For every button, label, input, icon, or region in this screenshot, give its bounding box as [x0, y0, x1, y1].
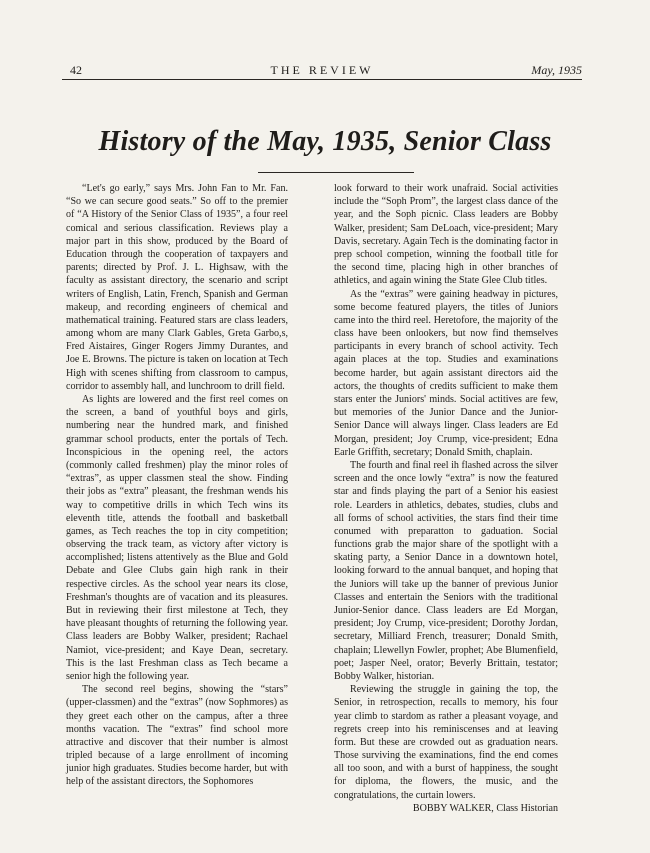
title-rule: [258, 172, 414, 173]
paragraph: look forward to their work unafraid. Social activities include the “Soph Prom”, the largest class dance of the year, and the Soph picnic. Class leaders are Bobby Walker, president; Sam DeLoach, vice-president; Mary Davis, secretary. Again Tech is the dominating factor in prep school competion, winning the football title for the second time, placing high in other branches of athletics, and again wining the State Glee Club titles.: [334, 183, 558, 287]
paragraph: As lights are lowered and the first reel comes on the screen, a band of youthful boys and girls, numbering near the hundred mark, and finished grammar school products, enter the portals of Tech. Inconspicious in the opening reel, the actors (commonly called freshmen) play the minor roles of “extras”, as upper classmen steal the show. Finding their jobs as “extra” pleasant, the freshman wends his way to competitive drills in which Tech wins its eleventh title, attends the football and basketball games, as Tech reaches the top in city competition; observing the track team, as victory after victory is accomplished; listens attentively as the Blue and Gold Debate and Glee Clubs gain high rank in their respective circles. As the school year nears its close, Freshman's thoughts are of vacation and its pleasures. But in reviewing their first milestone at Tech, they have pleasant thoughts of returning the following year. Class leaders are Bobby Walker, president; Rachael Namiot, vice-president; and Kaye Dean, secretary. This is the last Freshman class as Tech became a senior high the following year.: [66, 394, 288, 682]
paragraph: The second reel begins, showing the “stars” (upper-classmen) and the “extras” (now Sophmores) as they greet each other on the campus, after a three months vacation. The “extras” find school more attractive and discover that their number is almost tripled because of a large enrollment of incoming junior high graduates. Studies become harder, but with help of the assistant directors, the Sophomores: [66, 684, 288, 788]
issue-date: May, 1935: [531, 63, 582, 77]
publication-title: THE REVIEW: [270, 63, 374, 77]
paragraph: Reviewing the struggle in gaining the top, the Senior, in retrospection, recalls to memory, his four year climb to stardom as rather a pleasant voyage, and regrets creep into his reminiscenses and at leaving form. But these are crowded out as graduation nears. Those surviving the examinations, find the end comes all too soon, and with a burst of happiness, the sought for diploma, the flowers, the music, and the congratulations, the curtain lowers.: [334, 684, 558, 801]
article-title: History of the May, 1935, Senior Class: [98, 126, 552, 157]
header-rule: [62, 79, 582, 80]
paragraph: “Let's go early,” says Mrs. John Fan to Mr. Fan. “So we can secure good seats.” So off to the premier of “A History of the Senior Class of 1935”, a four reel comical and serious classification. Reviews play a major part in this show, produced by the Board of Education through the cooperation of taxpayers and parents; directed by Prof. J. L. Highsaw, with the faculty as assistant directory, the scenario and script writers of English, Latin, French, Spanish and German makeup, and recording engineers of chemical and mathematical training. Featured stars are class leaders, among whom are many Clark Gables, Greta Garbo,s, Fred Aistaires, Ginger Rogers Jimmy Durantes, and Joe E. Browns. The picture is taken on location at Tech High with scenes shifting from classroom to campus, corridor to assembly hall, and lunchroom to drill field.: [66, 183, 288, 392]
left-column: [66, 182, 288, 789]
author-signature: BOBBY WALKER, Class Historian: [412, 802, 558, 814]
paragraph: As the “extras” were gaining headway in pictures, some become featured players, the titles of Juniors came into the third reel. Heretofore, the majority of the class have been onlookers, but now find themselves participants in every branch of school activity. Tech again places at the top. Studies and examinations become harder, but again assistant directors aid the actors, the thoughts of credits sufficient to make them stars enter the Juniors' minds. Social actitives are few, but memories of the Junior Dance and the Junior-Senior Dance will always linger. Class leaders are Ed Morgan, president; Joy Crump, vice-president; Edna Earle Griffith, secretary; Donald Smith, chaplain.: [334, 288, 558, 458]
page-header: [62, 63, 582, 77]
page-number: 42: [70, 63, 82, 77]
paragraph: The fourth and final reel ih flashed across the silver screen and the once lowly “extra” is now the featured star and finds playing the part of a Senior his easiest role. Learders in athletics, debates, studies, clubs and all forms of school activities, the stars find their time conumed with preparatton to gaduation. Social functions grab the major share of the spotlight with a skating party, a Senior Dance in a downtown hotel, looking forward to the annual banquet, and hoping that the Juniors will take up the banner of previous Junior Classes and entertain the Seniors with the traditional Junior-Senior dance. Class leaders are Ed Morgan, president; Joy Crump, vice-president; Dorothy Jordan, secretary, Milliard French, treasurer; Donald Smith, chaplain; Llewellyn Fowler, prophet; Abe Blumenfield, poet; Jasper Neel, orator; Beverly Brittain, testator; Bobby Walker, historian.: [334, 459, 558, 682]
right-column: [334, 182, 558, 815]
